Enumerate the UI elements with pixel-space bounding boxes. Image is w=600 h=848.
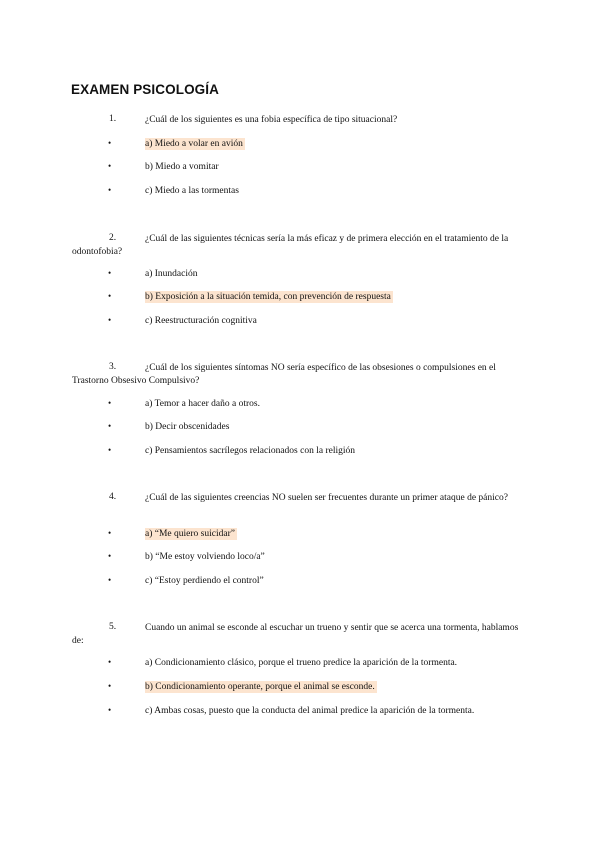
option-c: c) Ambas cosas, puesto que la conducta del animal predice la aparición de la tormenta. [145, 706, 475, 716]
bullet-icon: • [108, 528, 112, 538]
bullet-icon: • [108, 315, 112, 325]
option-c: c) Pensamientos sacrílegos relacionados con la religión [145, 446, 355, 456]
option-a: a) Temor a hacer daño a otros. [145, 399, 260, 409]
bullet-icon: • [108, 705, 112, 715]
question-text: Cuando un animal se esconde al escuchar un trueno y sentir que se acerca una tormenta, hablamos de: [72, 623, 519, 646]
bullet-icon: • [108, 291, 112, 301]
bullet-icon: • [108, 445, 112, 455]
question-text: ¿Cuál de los siguientes síntomas NO sería específico de las obsesiones o compulsiones en el Trastorno Obsesivo Compulsivo? [72, 363, 496, 386]
option-a: a) Miedo a volar en avión [145, 139, 243, 149]
question-text: ¿Cuál de los siguientes es una fobia específica de tipo situacional? [145, 115, 398, 125]
option-a: a) Inundación [145, 269, 198, 279]
option-b: b) Exposición a la situación temida, con prevención de respuesta [145, 292, 391, 302]
bullet-icon: • [108, 575, 112, 585]
option-b: b) Miedo a vomitar [145, 162, 219, 172]
option-c: c) “Estoy perdiendo el control” [145, 576, 264, 586]
option-b: b) “Me estoy volviendo loco/a” [145, 552, 265, 562]
bullet-icon: • [108, 138, 112, 148]
bullet-icon: • [108, 657, 112, 667]
option-c: c) Reestructuración cognitiva [145, 316, 257, 326]
bullet-icon: • [108, 681, 112, 691]
question-number: 2. [109, 233, 117, 243]
option-c: c) Miedo a las tormentas [145, 186, 239, 196]
option-a: a) “Me quiero suicidar” [145, 529, 235, 539]
question-number: 1. [109, 114, 117, 124]
option-a: a) Condicionamiento clásico, porque el trueno predice la aparición de la tormenta. [145, 658, 458, 668]
question-text: ¿Cuál de las siguientes técnicas sería la más eficaz y de primera elección en el tratamiento de la odontofobia? [72, 234, 509, 257]
page-title: EXAMEN PSICOLOGÍA [71, 82, 219, 97]
bullet-icon: • [108, 161, 112, 171]
bullet-icon: • [108, 551, 112, 561]
question-number: 5. [109, 622, 117, 632]
bullet-icon: • [108, 268, 112, 278]
bullet-icon: • [108, 185, 112, 195]
question-number: 4. [109, 492, 117, 502]
option-b: b) Condicionamiento operante, porque el animal se esconde. [145, 682, 375, 692]
question-text: ¿Cuál de las siguientes creencias NO suelen ser frecuentes durante un primer ataque de pánico? [145, 493, 508, 503]
question-number: 3. [109, 362, 117, 372]
bullet-icon: • [108, 398, 112, 408]
bullet-icon: • [108, 421, 112, 431]
option-b: b) Decir obscenidades [145, 422, 230, 432]
